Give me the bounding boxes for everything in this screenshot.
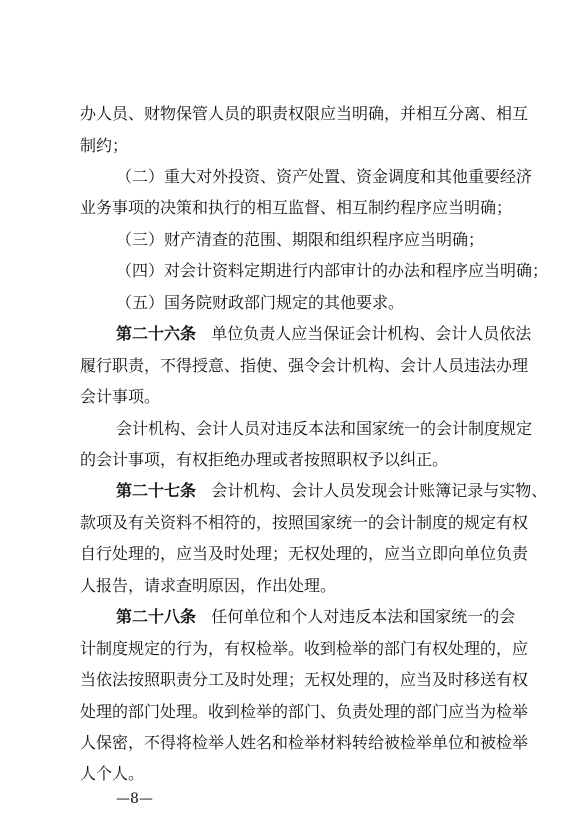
text-line: 会计事项。: [80, 387, 161, 406]
text-line: 人报告，请求查明原因，作出处理。: [80, 576, 337, 595]
page-number: —8—: [116, 791, 153, 807]
text-line: 人保密，不得将检举人姓名和检举材料转给被检举单位和被检举: [80, 733, 529, 752]
text-line: （五）国务院财政部门规定的其他要求。: [116, 293, 405, 312]
article-26-line: 第二十六条 单位负责人应当保证会计机构、会计人员依法: [116, 324, 532, 343]
text-line: 当依法按照职责分工及时处理；无权处理的，应当及时移送有权: [80, 670, 529, 689]
text-line: 业务事项的决策和执行的相互监督、相互制约程序应当明确；: [80, 198, 513, 217]
text-line: 计制度规定的行为，有权检举。收到检举的部门有权处理的，应: [80, 639, 529, 658]
text-line: 办人员、财物保管人员的职责权限应当明确，并相互分离、相互: [80, 104, 529, 123]
article-heading: 第二十七条: [116, 481, 197, 500]
article-28-line: 第二十八条 任何单位和个人对违反本法和国家统一的会: [116, 607, 516, 626]
text-line: 会计机构、会计人员对违反本法和国家统一的会计制度规定: [116, 419, 533, 438]
text-line: 处理的部门处理。收到检举的部门、负责处理的部门应当为检举: [80, 702, 529, 721]
text-line: 款项及有关资料不相符的，按照国家统一的会计制度的规定有权: [80, 513, 529, 532]
article-27-line: 第二十七条 会计机构、会计人员发现会计账簿记录与实物、: [116, 481, 548, 500]
text-line: 的会计事项，有权拒绝办理或者按照职权予以纠正。: [80, 450, 449, 469]
text-line: 人个人。: [80, 764, 145, 783]
text-line: 履行职责，不得授意、指使、强令会计机构、会计人员违法办理: [80, 356, 529, 375]
text-line: 制约；: [80, 136, 129, 155]
text-line: （三）财产清查的范围、期限和组织程序应当明确；: [116, 230, 485, 249]
article-heading: 第二十六条: [116, 324, 197, 343]
text-line: 自行处理的，应当及时处理；无权处理的，应当立即向单位负责: [80, 544, 529, 563]
article-heading: 第二十八条: [116, 607, 197, 626]
text-line: （四）对会计资料定期进行内部审计的办法和程序应当明确；: [116, 261, 549, 280]
text-line: （二）重大对外投资、资产处置、资金调度和其他重要经济: [116, 167, 533, 186]
